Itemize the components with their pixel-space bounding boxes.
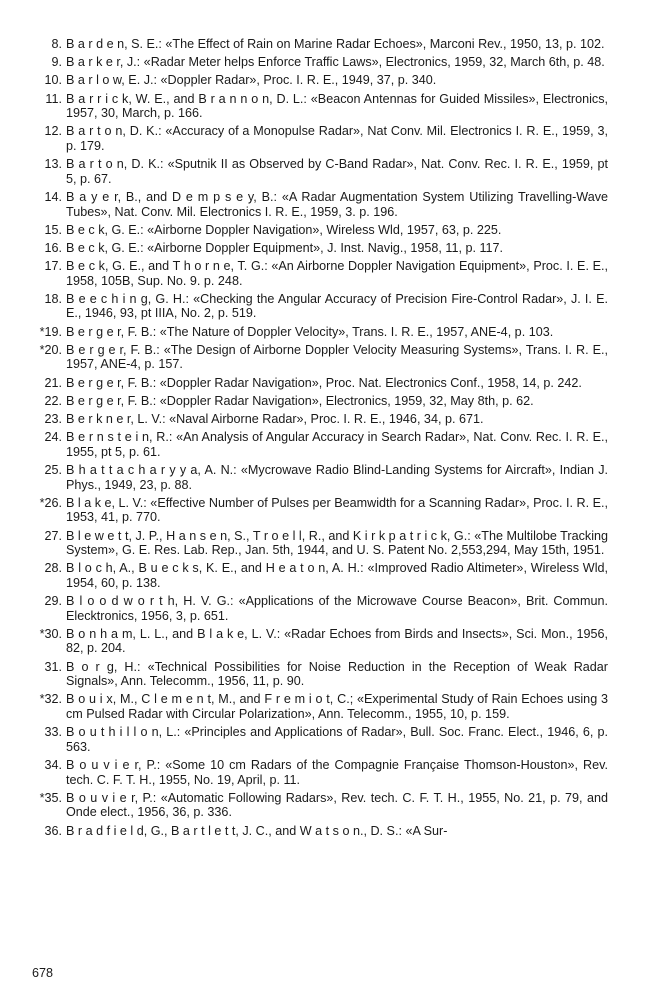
reference-text: B e c k, G. E.: «Airborne Doppler Navigation», Wireless Wld, 1957, 63, p. 225. <box>66 222 502 237</box>
reference-entry <box>30 627 608 656</box>
reference-number: 17. <box>44 259 62 274</box>
reference-number: *35. <box>39 790 62 805</box>
reference-number: 36. <box>44 823 62 838</box>
reference-entry <box>30 241 608 256</box>
reference-text: B o u t h i l l o n, L.: «Principles and Applications of Radar», Bull. Soc. Franc. Elect., 1946, 6, p. 563. <box>66 725 608 754</box>
reference-entry <box>30 259 608 288</box>
reference-text: B e r g e r, F. B.: «The Nature of Doppler Velocity», Trans. I. R. E., 1957, ANE-4, p. 103. <box>66 324 554 339</box>
reference-entry <box>30 325 608 340</box>
reference-number: 9. <box>51 55 62 70</box>
reference-text: B e r n s t e i n, R.: «An Analysis of Angular Accuracy in Search Radar», Nat. Conv. Rec. I. R. E., 1955, pt 5, p. 61. <box>66 430 608 459</box>
reference-text: B a r d e n, S. E.: «The Effect of Rain on Marine Radar Echoes», Marconi Rev., 1950, 13, p. 102. <box>66 37 605 51</box>
reference-entry <box>30 55 608 70</box>
reference-entry <box>30 660 608 689</box>
reference-text: B h a t t a c h a r y y a, A. N.: «Mycrowave Radio Blind-Landing Systems for Aircraft», Indian J. Phys., 1949, 23, p. 88. <box>66 462 608 492</box>
reference-text: B l e w e t t, J. P., H a n s e n, S., T r o e l l, R., and K i r k p a t r i c k, G.: «The Multilobe Tracking System», G. E. Res. Lab. Rep., Jan. 5th, 1944, and U. S. Patent No. 2,553,294, May 15th, 1951. <box>66 528 608 558</box>
reference-text: B l o c h, A., B u e c k s, K. E., and H e a t o n, A. H.: «Improved Radio Altimeter», Wireless Wld, 1954, 60, p. 138. <box>66 561 608 590</box>
reference-entry <box>30 791 608 820</box>
reference-text: B a y e r, B., and D e m p s e y, B.: «A Radar Augmentation System Utilizing Travelling-Wave Tubes», Nat. Conv. Mil. Electronics I. R. E., 1959, 3. p. 196. <box>66 189 608 219</box>
reference-entry <box>30 394 608 409</box>
reference-text: B a r t o n, D. K.: «Accuracy of a Monopulse Radar», Nat Conv. Mil. Electronics I. R. E., 1959, 3, p. 179. <box>66 124 608 153</box>
reference-text: B o r g, H.: «Technical Possibilities for Noise Reduction in the Reception of Weak Radar Signals», Ann. Telecomm., 1956, 11, p. 90. <box>66 659 608 689</box>
reference-number: *26. <box>39 495 62 510</box>
reference-number: *20. <box>39 342 62 357</box>
reference-number: 11. <box>45 91 62 106</box>
reference-number: 13. <box>44 157 62 172</box>
reference-entry <box>30 529 608 558</box>
reference-entry <box>30 758 608 787</box>
reference-entry <box>30 824 608 839</box>
reference-entry <box>30 124 608 153</box>
reference-number: 15. <box>44 222 62 237</box>
reference-text: B o u i x, M., C l e m e n t, M., and F r e m i o t, C.; «Experimental Study of Rain Echoes using 3 cm Pulsed Radar with Circular Polarization», Ann. Telecomm., 1955, 10, p. 159. <box>66 692 608 721</box>
reference-number: 28. <box>44 561 62 576</box>
reference-number: 14. <box>44 189 62 204</box>
reference-text: B a r r i c k, W. E., and B r a n n o n, D. L.: «Beacon Antennas for Guided Missiles», Electronics, 1957, 30, March, p. 166. <box>66 91 608 121</box>
reference-number: *32. <box>39 692 62 707</box>
reference-text: B a r t o n, D. K.: «Sputnik II as Observed by C-Band Radar», Nat. Conv. Rec. I. R. E., 1959, pt 5, p. 67. <box>66 157 608 186</box>
reference-entry <box>30 157 608 186</box>
reference-text: B a r k e r, J.: «Radar Meter helps Enforce Traffic Laws», Electronics, 1959, 32, March 6th, p. 48. <box>66 55 605 70</box>
reference-text: B e r k n e r, L. V.: «Naval Airborne Radar», Proc. I. R. E., 1946, 34, p. 671. <box>66 411 484 426</box>
reference-text: B e r g e r, F. B.: «Doppler Radar Navigation», Electronics, 1959, 32, May 8th, p. 62. <box>66 393 534 408</box>
reference-number: 27. <box>44 528 62 543</box>
page-number: 678 <box>32 966 54 980</box>
reference-entry <box>30 496 608 525</box>
reference-number: 23. <box>44 411 62 426</box>
reference-entry <box>30 412 608 427</box>
reference-number: 16. <box>44 240 62 255</box>
reference-entry <box>30 73 608 88</box>
reference-text: B l a k e, L. V.: «Effective Number of Pulses per Beamwidth for a Scanning Radar», Proc. I. R. E., 1953, 41, p. 770. <box>66 495 608 525</box>
reference-text: B e r g e r, F. B.: «Doppler Radar Navigation», Proc. Nat. Electronics Conf., 1958, 14, p. 242. <box>66 375 582 390</box>
reference-text: B r a d f i e l d, G., B a r t l e t t, J. C., and W a t s o n., D. S.: «A Sur- <box>66 823 448 838</box>
reference-number: 8. <box>51 37 62 51</box>
reference-text: B e e c h i n g, G. H.: «Checking the Angular Accuracy of Precision Fire-Control Radar», J. I. E. E., 1946, 93, pt IIIA, No. 2, p. 519. <box>66 291 608 321</box>
reference-number: 34. <box>44 757 62 772</box>
reference-number: 29. <box>44 594 62 609</box>
reference-entry <box>30 430 608 459</box>
reference-number: 31. <box>44 659 62 674</box>
reference-entry <box>30 561 608 590</box>
reference-number: 33. <box>44 725 62 740</box>
reference-text: B e c k, G. E.: «Airborne Doppler Equipment», J. Inst. Navig., 1958, 11, p. 117. <box>66 240 504 255</box>
reference-entry <box>30 725 608 754</box>
reference-number: 25. <box>44 462 62 477</box>
reference-entry <box>30 343 608 372</box>
reference-entry <box>30 37 608 52</box>
reference-entry <box>30 692 608 721</box>
reference-text: B a r l o w, E. J.: «Doppler Radar», Proc. I. R. E., 1949, 37, p. 340. <box>66 73 437 88</box>
reference-entry <box>30 463 608 492</box>
reference-number: 21. <box>44 375 62 390</box>
reference-number: 24. <box>44 430 62 445</box>
reference-entry <box>30 292 608 321</box>
reference-number: *19. <box>39 324 62 339</box>
reference-number: 18. <box>44 291 62 306</box>
reference-text: B e c k, G. E., and T h o r n e, T. G.: «An Airborne Doppler Navigation Equipment», Proc. I. E. E., 1958, 105B, Sup. No. 9. p. 248. <box>66 259 608 288</box>
reference-entry <box>30 223 608 238</box>
reference-text: B o u v i e r, P.: «Some 10 cm Radars of the Compagnie Française Thomson-Houston», Rev. tech. C. F. T. H., 1955, No. 19, April, p. 11. <box>66 757 608 787</box>
reference-number: *30. <box>39 626 62 641</box>
reference-list <box>30 37 608 842</box>
reference-number: 12. <box>44 124 62 139</box>
reference-entry <box>30 190 608 219</box>
reference-text: B l o o d w o r t h, H. V. G.: «Applications of the Microwave Course Beacon», Brit. Commun. Elecktronics, 1956, 3, p. 651. <box>66 594 608 623</box>
reference-entry <box>30 92 608 121</box>
reference-text: B e r g e r, F. B.: «The Design of Airborne Doppler Velocity Measuring Systems», Trans. I. R. E., 1957, ANE-4, p. 157. <box>66 342 608 372</box>
reference-entry <box>30 594 608 623</box>
reference-entry <box>30 376 608 391</box>
reference-text: B o n h a m, L. L., and B l a k e, L. V.: «Radar Echoes from Birds and Insects», Sci. Mon., 1956, 82, p. 204. <box>66 626 608 656</box>
reference-number: 22. <box>44 393 62 408</box>
reference-text: B o u v i e r, P.: «Automatic Following Radars», Rev. tech. C. F. T. H., 1955, No. 21, p. 79, and Onde elect., 1956, 36, p. 336. <box>66 790 608 820</box>
reference-number: 10. <box>44 73 62 88</box>
